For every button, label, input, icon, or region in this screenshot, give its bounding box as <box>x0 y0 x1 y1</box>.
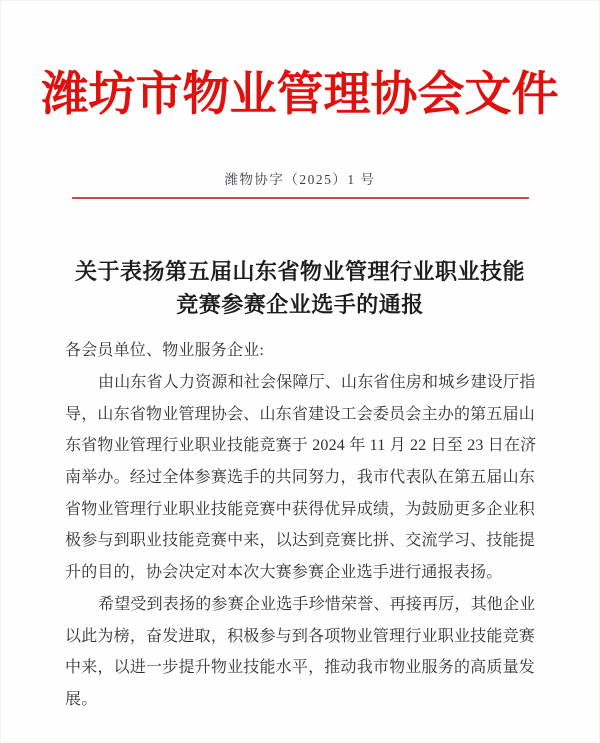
body-line: 省物业管理行业职业技能竞赛中获得优异成绩，为鼓励更多企业积 <box>65 500 535 518</box>
body-line: 升的目的，协会决定对本次大赛参赛企业选手进行通报表扬。 <box>65 564 503 582</box>
body-line: 东省物业管理行业职业技能竞赛于 2024 年 11 月 22 日至 23 日在济 <box>65 437 537 455</box>
body-line: 极参与到职业技能竞赛中来，以达到竞赛比拼、交流学习、技能提 <box>65 532 535 550</box>
body-line: 希望受到表扬的参赛企业选手珍惜荣誉、再接再厉，其他企业 <box>98 595 536 613</box>
body-line: 由山东省人力资源和社会保障厅、山东省住房和城乡建设厅指 <box>98 373 536 391</box>
body-line: 以此为榜，奋发进取，积极参与到各项物业管理行业职业技能竞赛 <box>65 627 535 645</box>
body-line: 展。 <box>65 690 98 708</box>
body-line: 导，山东省物业管理协会、山东省建设工会委员会主办的第五届山 <box>65 405 535 423</box>
red-divider <box>72 197 529 200</box>
body-line: 南举办。经过全体参赛选手的共同努力，我市代表队在第五届山东 <box>65 469 535 486</box>
body-line-salutation: 各会员单位、物业服务企业: <box>65 342 265 360</box>
document-body <box>65 335 535 715</box>
document-title <box>0 255 600 321</box>
doc-number: 潍物协字（2025）1 号 <box>224 171 376 187</box>
org-title: 潍坊市物业管理协会文件 <box>41 69 559 121</box>
body-line: 中来，以进一步提升物业技能水平，推动我市物业服务的高质量发 <box>65 659 535 677</box>
document-title-line1: 关于表扬第五届山东省物业管理行业职业技能 <box>74 259 525 285</box>
document-title-line2: 竞赛参赛企业选手的通报 <box>176 292 424 318</box>
